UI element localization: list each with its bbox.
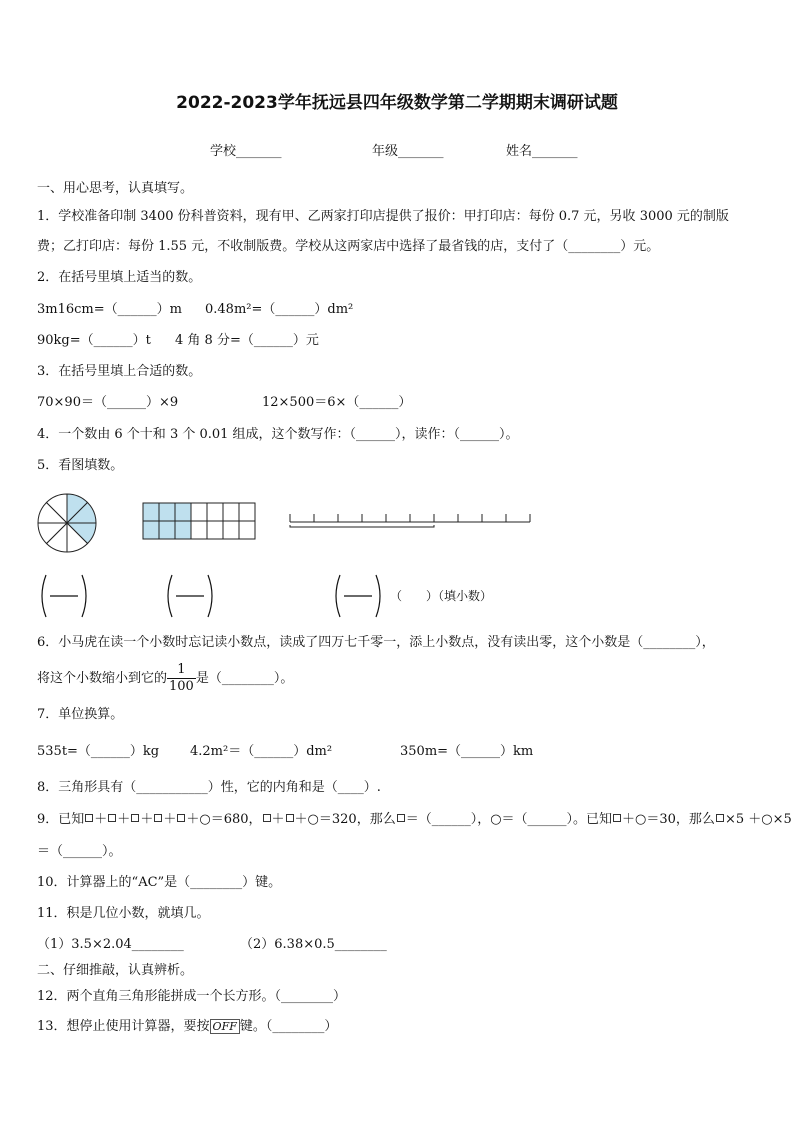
question-8: 8．三角形具有（___________）性，它的内角和是（____）.	[37, 780, 381, 795]
question-13-post: 键。（________）	[239, 1019, 338, 1034]
question-1-line-2: 费；乙打印店：每份 1.55 元，不收制版费。学校从这两家店中选择了最省钱的店，支付了（________）元。	[37, 239, 660, 254]
question-9-post: ×5 ＋○×5	[724, 812, 792, 827]
question-9-pre: 9．已知	[37, 812, 85, 827]
fraction-numerator: 1	[177, 662, 186, 677]
question-3-b: 12×500＝6×（______）	[262, 395, 412, 410]
question-9-line-2: ＝（______）。	[37, 844, 122, 859]
grid-cell	[223, 503, 239, 521]
name-field: 姓名_______	[506, 144, 578, 159]
square-symbol	[85, 814, 93, 822]
question-6-line-1: 6．小马虎在读一个小数时忘记读小数点，读成了四万七千零一，添上小数点，没有读出零，这个小数是（________），	[37, 635, 715, 650]
question-6-line-2	[37, 660, 293, 698]
fraction-one-hundredth	[167, 662, 196, 695]
question-2-b: 0.48m²=（______）dm²	[205, 302, 354, 317]
question-3: 3．在括号里填上合适的数。	[37, 364, 202, 379]
grid-cell	[207, 521, 223, 539]
grid-figure	[142, 502, 256, 542]
question-11-a: （1）3.5×2.04________	[37, 937, 184, 952]
grid-cell	[143, 503, 159, 521]
question-13	[37, 1018, 337, 1036]
answer-bracket-2	[164, 573, 216, 619]
square-symbol	[613, 814, 621, 822]
grid-cell	[159, 503, 175, 521]
question-5: 5．看图填数。	[37, 458, 124, 473]
question-11-b: （2）6.38×0.5________	[240, 937, 387, 952]
question-2-d: 4 角 8 分=（______）元	[175, 333, 319, 348]
question-7-c: 350m=（______）km	[400, 744, 534, 759]
page-title: 2022-2023学年抚远县四年级数学第二学期期末调研试题	[176, 93, 618, 113]
square-symbol	[716, 814, 724, 822]
question-2: 2．在括号里填上适当的数。	[37, 270, 202, 285]
question-7-b: 4.2m²＝（______）dm²	[190, 744, 333, 759]
question-11: 11．积是几位小数，就填几。	[37, 906, 210, 921]
question-7: 7．单位换算。	[37, 707, 124, 722]
question-9-mid: ＝680，	[210, 812, 262, 827]
question-1-line-1: 1．学校准备印制 3400 份科普资料，现有甲、乙两家打印店提供了报价：甲打印店：每份 0.7 元，另收 3000 元的制版	[37, 209, 729, 224]
ruler-brace	[290, 525, 434, 527]
grade-field: 年级_______	[372, 144, 444, 159]
off-key-icon: OFF	[210, 1019, 240, 1034]
question-9-mid4: ＝30，那么	[646, 812, 715, 827]
question-2-a: 3m16cm=（______）m	[37, 302, 182, 317]
grid-cell	[207, 503, 223, 521]
grid-cell	[175, 521, 191, 539]
grid-cell	[239, 503, 255, 521]
question-7-a: 535t=（______）kg	[37, 744, 160, 759]
grid-cell	[175, 503, 191, 521]
square-symbol	[131, 814, 139, 822]
section-1-heading: 一、用心思考，认真填写。	[37, 181, 194, 196]
question-4: 4．一个数由 6 个十和 3 个 0.01 组成，这个数写作：（______），读作：（______）。	[37, 427, 519, 442]
question-6-text-post: 是（________）。	[195, 671, 294, 686]
question-12: 12．两个直角三角形能拼成一个长方形。（________）	[37, 989, 347, 1004]
grid-cell	[239, 521, 255, 539]
square-symbol	[108, 814, 116, 822]
square-symbol	[397, 814, 405, 822]
question-10: 10．计算器上的“AC”是（________）键。	[37, 875, 282, 890]
square-symbol	[177, 814, 185, 822]
grid-cell	[223, 521, 239, 539]
question-9-mid3: ＝（______），○＝（______）。已知	[405, 812, 613, 827]
question-5-caption: （ ）（填小数）	[390, 589, 493, 603]
grid-cell	[191, 521, 207, 539]
question-6-text-pre: 将这个小数缩小到它的	[37, 671, 168, 686]
square-symbol	[154, 814, 162, 822]
answer-bracket-3	[332, 573, 384, 619]
question-9-line-1: 9．已知 ＋ ＋ ＋ ＋ ＋○＝680， ＋ ＋○＝320，那么 ＝（______），○＝（______）。已知 ＋○＝30，那么 ×5 ＋○×5	[37, 812, 792, 827]
pie-figure	[36, 492, 98, 554]
answer-bracket-1	[38, 573, 90, 619]
school-field: 学校_______	[210, 144, 282, 159]
question-13-pre: 13．想停止使用计算器，要按	[37, 1019, 210, 1034]
grid-cell	[159, 521, 175, 539]
square-symbol	[263, 814, 271, 822]
ruler-figure	[286, 508, 536, 528]
question-9-mid2: ＝320，那么	[318, 812, 396, 827]
grid-cell	[191, 503, 207, 521]
question-3-a: 70×90＝（______）×9	[37, 395, 179, 410]
square-symbol	[286, 814, 294, 822]
question-2-c: 90kg=（______）t	[37, 333, 151, 348]
grid-cell	[143, 521, 159, 539]
section-2-heading: 二、仔细推敲，认真辨析。	[37, 963, 194, 978]
fraction-denominator: 100	[169, 679, 194, 694]
